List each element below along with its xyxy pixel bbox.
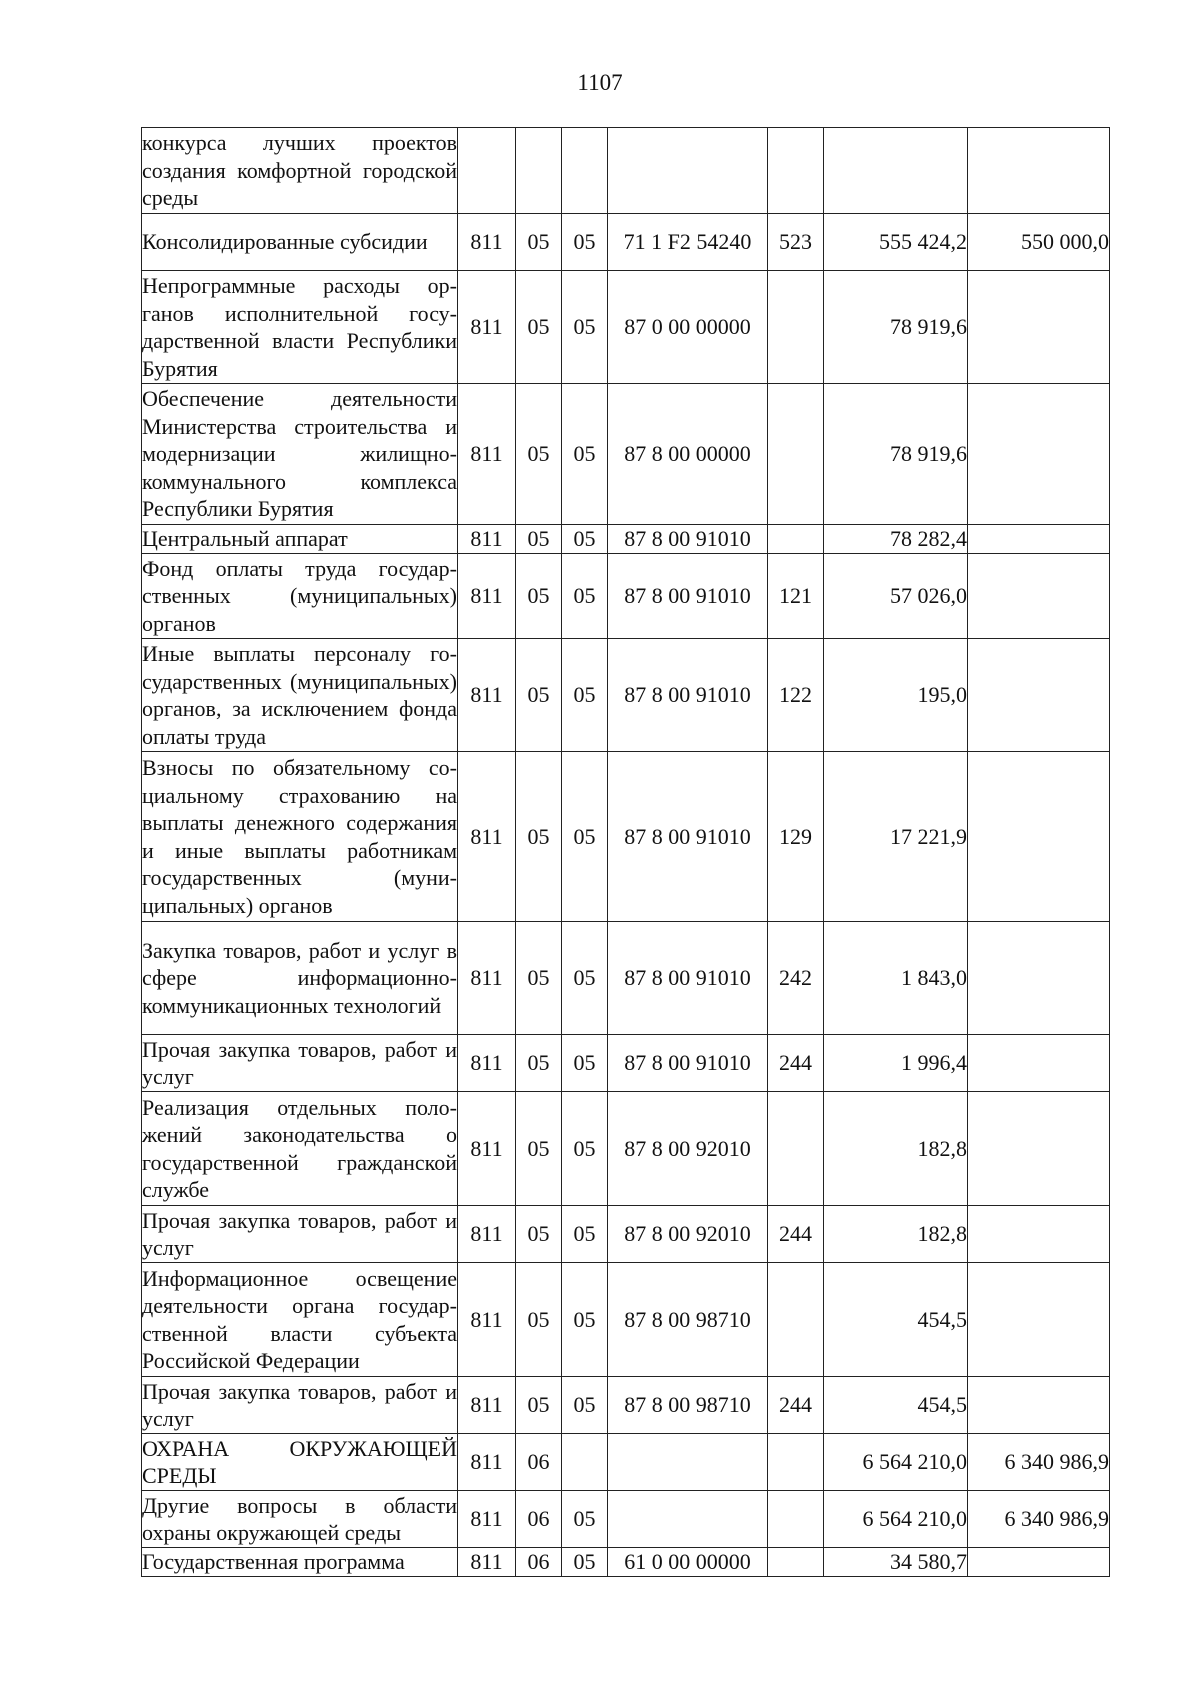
row-rz: 05 [516,1035,562,1092]
row-csr [608,1434,768,1491]
row-sum1: 454,5 [824,1377,968,1434]
row-pr: 05 [562,1092,608,1206]
row-csr: 71 1 F2 54240 [608,214,768,271]
row-sum1: 1 843,0 [824,922,968,1035]
row-sum2 [968,1377,1110,1434]
row-gr: 811 [458,554,516,639]
row-gr: 811 [458,1206,516,1263]
row-name: Прочая закупка товаров, работ и услуг [142,1206,458,1263]
row-vr: 121 [768,554,824,639]
row-pr: 05 [562,922,608,1035]
row-gr: 811 [458,384,516,525]
row-name: Реализация отдельных положений законодательства о государственной гражданской службе [142,1092,458,1206]
row-sum2 [968,271,1110,384]
table-row [142,1377,1110,1434]
row-pr: 05 [562,525,608,554]
row-name: Другие вопросы в области охраны окружающей среды [142,1491,458,1548]
row-pr: 05 [562,752,608,922]
row-csr [608,128,768,214]
row-gr: 811 [458,1434,516,1491]
row-csr: 87 8 00 92010 [608,1206,768,1263]
row-vr [768,1434,824,1491]
row-rz: 05 [516,214,562,271]
row-sum1: 6 564 210,0 [824,1491,968,1548]
table-row [142,922,1110,1035]
row-name: ОХРАНА ОКРУЖАЮЩЕЙ СРЕДЫ [142,1434,458,1491]
row-rz [516,128,562,214]
row-sum2 [968,1035,1110,1092]
page-number: 1107 [577,70,623,95]
row-sum1: 57 026,0 [824,554,968,639]
row-name: Центральный аппарат [142,525,458,554]
table-row [142,271,1110,384]
row-pr: 05 [562,1377,608,1434]
row-csr: 87 8 00 92010 [608,1092,768,1206]
row-vr: 244 [768,1035,824,1092]
row-sum2: 6 340 986,9 [968,1491,1110,1548]
row-rz: 05 [516,752,562,922]
row-csr: 87 0 00 00000 [608,271,768,384]
row-sum2 [968,1206,1110,1263]
row-sum1: 1 996,4 [824,1035,968,1092]
row-name: Обеспечение деятельности Министерства строительства и модернизации жилищно-коммунального комплекса Республики Бурятия [142,384,458,525]
row-rz: 05 [516,1263,562,1377]
row-vr: 129 [768,752,824,922]
row-sum2 [968,1092,1110,1206]
row-name: Консолидированные субсидии [142,214,458,271]
table-row [142,1263,1110,1377]
table-row [142,1434,1110,1491]
row-sum1: 78 919,6 [824,384,968,525]
row-csr: 61 0 00 00000 [608,1548,768,1577]
row-rz: 06 [516,1548,562,1577]
row-name: Непрограммные расходы органов исполнительной государственной власти Республики Бурятия [142,271,458,384]
row-csr [608,1491,768,1548]
table-row [142,639,1110,752]
row-csr: 87 8 00 00000 [608,384,768,525]
row-rz: 05 [516,1377,562,1434]
row-gr: 811 [458,525,516,554]
row-sum2 [968,128,1110,214]
budget-table [141,127,1110,1577]
row-vr [768,1263,824,1377]
row-vr [768,1491,824,1548]
table-row [142,1491,1110,1548]
table-row [142,525,1110,554]
row-pr: 05 [562,1035,608,1092]
row-gr [458,128,516,214]
row-rz: 05 [516,525,562,554]
row-gr: 811 [458,271,516,384]
row-gr: 811 [458,922,516,1035]
row-name: Прочая закупка товаров, работ и услуг [142,1035,458,1092]
row-name: Государственная программа [142,1548,458,1577]
row-pr [562,1434,608,1491]
row-pr: 05 [562,1491,608,1548]
row-name: Иные выплаты персоналу государственных (муниципальных) органов, за исключением фонда оплаты труда [142,639,458,752]
row-gr: 811 [458,752,516,922]
row-sum2: 550 000,0 [968,214,1110,271]
row-vr [768,384,824,525]
row-sum2 [968,752,1110,922]
row-vr [768,1548,824,1577]
row-gr: 811 [458,1263,516,1377]
row-pr: 05 [562,1548,608,1577]
row-sum2 [968,922,1110,1035]
row-name: Закупка товаров, работ и услуг в сфере информационно-коммуникационных технологий [142,922,458,1035]
row-sum1: 182,8 [824,1206,968,1263]
row-rz: 05 [516,922,562,1035]
row-vr: 244 [768,1206,824,1263]
row-rz: 05 [516,554,562,639]
row-pr [562,128,608,214]
table-row [142,384,1110,525]
row-csr: 87 8 00 91010 [608,525,768,554]
row-csr: 87 8 00 98710 [608,1263,768,1377]
table-row [142,752,1110,922]
row-pr: 05 [562,554,608,639]
row-sum2 [968,1263,1110,1377]
row-sum1: 78 282,4 [824,525,968,554]
row-sum2 [968,384,1110,525]
row-vr [768,1092,824,1206]
row-gr: 811 [458,214,516,271]
row-csr: 87 8 00 98710 [608,1377,768,1434]
row-sum1: 34 580,7 [824,1548,968,1577]
row-sum1: 195,0 [824,639,968,752]
row-sum2 [968,525,1110,554]
row-rz: 06 [516,1434,562,1491]
row-csr: 87 8 00 91010 [608,1035,768,1092]
row-rz: 05 [516,1206,562,1263]
row-sum1: 78 919,6 [824,271,968,384]
row-pr: 05 [562,1263,608,1377]
table-row [142,214,1110,271]
row-pr: 05 [562,271,608,384]
row-vr: 523 [768,214,824,271]
row-pr: 05 [562,639,608,752]
row-name: конкурса лучших проектов создания комфортной городской среды [142,128,458,214]
row-rz: 05 [516,384,562,525]
table-row [142,128,1110,214]
row-pr: 05 [562,384,608,525]
row-csr: 87 8 00 91010 [608,922,768,1035]
row-vr [768,525,824,554]
row-csr: 87 8 00 91010 [608,639,768,752]
row-rz: 05 [516,271,562,384]
row-sum1: 555 424,2 [824,214,968,271]
row-name: Прочая закупка товаров, работ и услуг [142,1377,458,1434]
row-sum2 [968,554,1110,639]
row-name: Фонд оплаты труда государственных (муниципальных) органов [142,554,458,639]
row-name: Взносы по обязательному социальному страхованию на выплаты денежного содержания и иные выплаты работникам государственных (муниципальных) органов [142,752,458,922]
row-gr: 811 [458,639,516,752]
row-sum2 [968,1548,1110,1577]
row-rz: 05 [516,639,562,752]
row-gr: 811 [458,1548,516,1577]
row-pr: 05 [562,214,608,271]
row-vr: 244 [768,1377,824,1434]
row-vr [768,128,824,214]
row-vr [768,271,824,384]
row-sum1: 17 221,9 [824,752,968,922]
table-row [142,1548,1110,1577]
row-rz: 06 [516,1491,562,1548]
table-row [142,1206,1110,1263]
table-row [142,1092,1110,1206]
table-row [142,554,1110,639]
row-sum2: 6 340 986,9 [968,1434,1110,1491]
table-row [142,1035,1110,1092]
row-sum1: 454,5 [824,1263,968,1377]
row-gr: 811 [458,1035,516,1092]
row-gr: 811 [458,1092,516,1206]
row-gr: 811 [458,1377,516,1434]
row-vr: 122 [768,639,824,752]
row-sum1: 6 564 210,0 [824,1434,968,1491]
row-csr: 87 8 00 91010 [608,752,768,922]
row-rz: 05 [516,1092,562,1206]
row-csr: 87 8 00 91010 [608,554,768,639]
row-vr: 242 [768,922,824,1035]
row-gr: 811 [458,1491,516,1548]
row-pr: 05 [562,1206,608,1263]
row-sum2 [968,639,1110,752]
row-name: Информационное освещение деятельности органа государственной власти субъекта Российской Федерации [142,1263,458,1377]
row-sum1: 182,8 [824,1092,968,1206]
row-sum1 [824,128,968,214]
